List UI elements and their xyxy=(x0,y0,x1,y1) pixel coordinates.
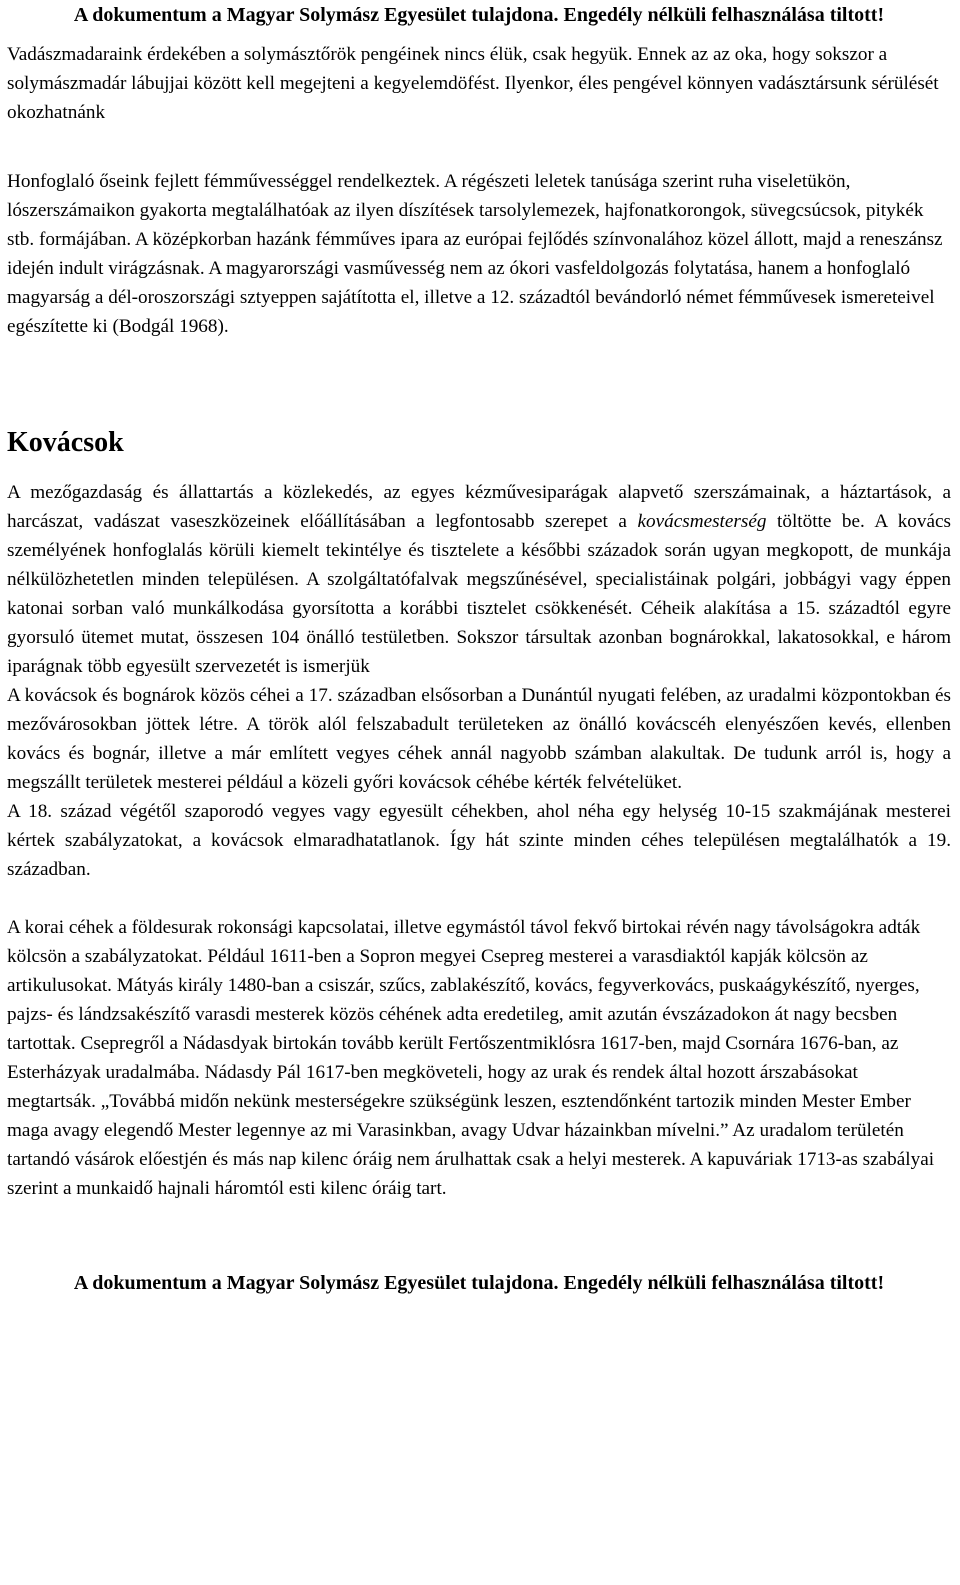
footer-notice: A dokumentum a Magyar Solymász Egyesület tulajdona. Engedély nélküli felhasználása tiltott! xyxy=(73,1272,885,1294)
paragraph-kozos-cehek: A kovácsok és bognárok közös céhei a 17. században elsősorban a Dunántúl nyugati felében, az uradalmi központokban és mezővárosokban jöttek létre. A török alól felszabadult területeken az önálló kovácscéh elenyészően kevés, ellenben kovács és bognár, illetve a már említett vegyes céhek annál nagyobb számban alakultak. De tudunk arról is, hogy a megszállt területek mesterei például a közeli győri kovácsok céhébe kérték felvételüket. xyxy=(7,685,951,793)
paragraph-kovacsmesterseg xyxy=(7,478,951,681)
paragraph-kovacsmesterseg-part2: töltötte be. A kovács személyének honfoglalás körüli kiemelt tekintélye és tisztelete a későbbi századok során ugyan megkopott, de munkája nélkülözhetetlen minden településen. A szolgáltatófalvak megszűnésével, specialistáinak polgári, jobbágyi vagy éppen katonai sorban való munkálkodása gyorsította a korábbi tisztelet csökkenését. Céheik alakítása a 15. századtól egyre gyorsuló ütemet mutat, összesen 104 önálló testületben. Sokszor társultak azonban bognárokkal, lakatosokkal, e három iparágnak több egyesült szervezetét is ismerjük xyxy=(7,511,951,677)
header-notice: A dokumentum a Magyar Solymász Egyesület tulajdona. Engedély nélküli felhasználása tiltott! xyxy=(73,4,885,26)
document-page xyxy=(7,0,951,1295)
section-heading-kovacsok: Kovácsok xyxy=(7,427,124,458)
paragraph-kovacsmesterseg-part1: A mezőgazdaság és állattartás a közlekedés, az egyes kézművesiparágak alapvető szerszámainak, a háztartások, a harcászat, vadászat vaseszközeinek előállításában a legfontosabb szerepet a xyxy=(7,482,951,532)
paragraph-korai-cehek: A korai céhek a földesurak rokonsági kapcsolatai, illetve egymástól távol fekvő birtokai révén nagy távolságokra adták kölcsön a szabályzatokat. Például 1611-ben a Sopron megyei Csepreg mesterei a varasdiaktól kapják kölcsön az artikulusokat. Mátyás király 1480-ban a csiszár, szűcs, zablakészítő, kovács, fegyverkovács, puskaágykészítő, nyerges, pajzs- és lándzsakészítő varasdi mesterek közös céhének adta eredetileg, amit azután évszázadokon át nagy becsben tartottak. Csepregről a Nádasdyak birtokán tovább került Fertőszentmiklósra 1617-ben, majd Csornára 1676-ban, az Esterházyak uradalmába. Nádasdy Pál 1617-ben megköveteli, hogy az urak és rendek által hozott árszabásokat megtartsák. „Továbbá midőn nekünk mesterségekre szükségünk leszen, esztendőnként tartozik minden Mester Ember maga avagy elegendő Mester legennye az mi Varasinkban, avagy Udvar házainkban mívelni.” Az uradalom területén tartandó vásárok előestjén és más nap kilenc óráig nem árulhattak csak a helyi mesterek. A kapuváriak 1713-as szabályai szerint a munkaidő hajnali háromtól esti kilenc óráig tart. xyxy=(7,917,935,1199)
paragraph-femmuvesseg: Honfoglaló őseink fejlett fémművességgel rendelkeztek. A régészeti leletek tanúsága szerint ruha viseletükön, lószerszámaikon gyakorta megtalálhatóak az ilyen díszítések tarsolylemezek, hajfonatkorongok, süvegcsúcsok, pitykék stb. formájában. A középkorban hazánk fémműves ipara az európai fejlődés színvonalához közel állott, majd a reneszánsz idején indult virágzásnak. A magyarországi vasművesség nem az ókori vasfeldolgozás folytatása, hanem a honfoglaló magyarság a dél-oroszországi sztyeppen sajátította el, illetve a 12. századtól bevándorló német fémművesek ismereteivel egészítette ki (Bodgál 1968). xyxy=(7,171,943,337)
italic-term-kovacsmesterseg: kovácsmesterség xyxy=(637,511,767,532)
paragraph-18-szazad: A 18. század végétől szaporodó vegyes vagy egyesült céhekben, ahol néha egy helység 10-15 szakmájának mesterei kértek szabályzatokat, a kovácsok elmaradhatatlanok. Így hát szinte minden céhes településen megtalálhatók a 19. században. xyxy=(7,801,951,880)
paragraph-solymasztor: Vadászmadaraink érdekében a solymásztőrök pengéinek nincs élük, csak hegyük. Ennek az az oka, hogy sokszor a solymászmadár lábujjai között kell megejteni a kegyelemdöfést. Ilyenkor, éles pengével könnyen vadásztársunk sérülését okozhatnánk xyxy=(7,44,939,123)
